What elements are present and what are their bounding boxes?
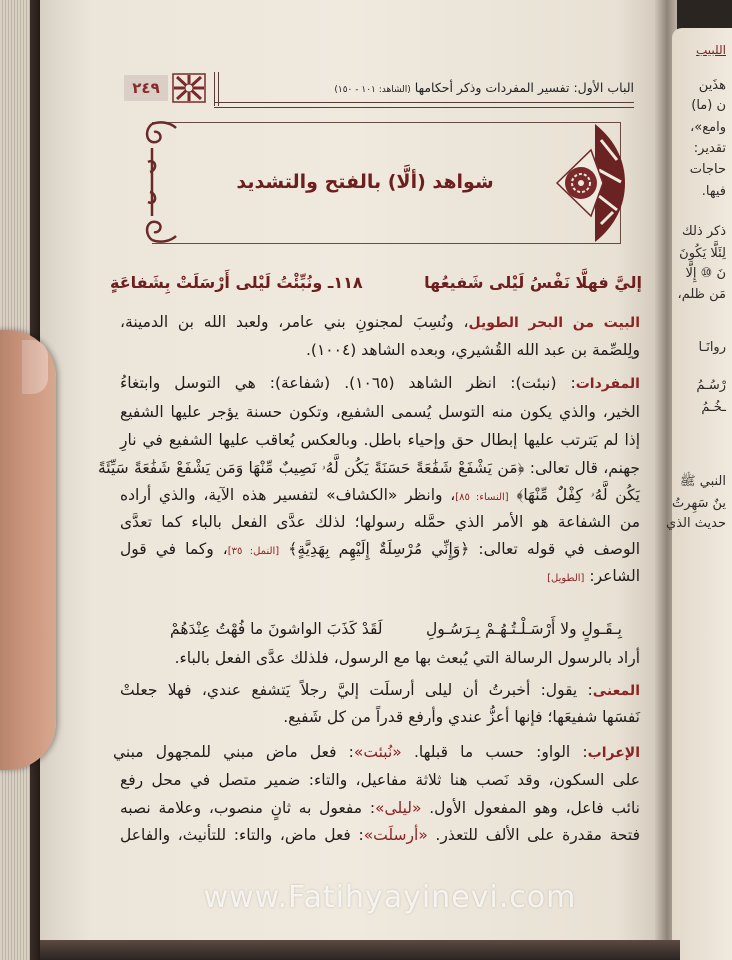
verse-118 bbox=[110, 272, 642, 294]
text-segment: ، وكما في قول bbox=[120, 540, 228, 558]
right-page bbox=[666, 28, 732, 960]
right-page-fragment: ذكر ذلك bbox=[682, 224, 726, 239]
right-page-fragment: وامع»، bbox=[690, 120, 726, 135]
running-header bbox=[222, 80, 634, 98]
right-page-fragment: نَ ⑩ إِلَّا bbox=[685, 266, 726, 281]
citation: [الطويل] bbox=[547, 573, 585, 584]
right-page-fragment: تقدير: bbox=[693, 141, 726, 156]
page-bottom-edge bbox=[40, 940, 680, 960]
verse-second-hemistich: بِـقَـولٍ ولا أَرْسَـلْـتُـهُـمْ بِـرَسُـولِ bbox=[425, 620, 622, 638]
text-line bbox=[120, 312, 640, 332]
quoted-verse bbox=[110, 618, 642, 640]
text-segment: أراد بالرسول الرسالة التي يُبعث بها مع الرسول، فلذلك عدَّى الفعل بالباء. bbox=[174, 649, 640, 667]
right-page-fragment: ن (ما) bbox=[691, 98, 726, 113]
parsed-word: «ليلى» bbox=[375, 799, 422, 817]
text-segment: يَكُن لَّهُۥ كِفْلٌ مِّنْهَا﴾ bbox=[508, 486, 640, 504]
right-page-fragment: هذَين bbox=[698, 78, 726, 93]
text-segment: من الشفاعة هو الأمر الذي حمَّله رسولها؛ لذلك عدَّى الفعل بالباء كما تعدَّى bbox=[120, 513, 640, 531]
text-line bbox=[98, 458, 640, 478]
text-segment: ، ونُسِبَ لمجنونِ بني عامر، ولعبد الله بن الدمينة، bbox=[120, 313, 469, 331]
right-page-fragment: النبي ﷺ bbox=[679, 474, 726, 489]
section-label: البيت من البحر الطويل bbox=[468, 315, 640, 331]
text-line bbox=[120, 770, 640, 790]
text-line bbox=[120, 373, 640, 393]
text-line bbox=[120, 402, 640, 422]
text-segment: الوصف في قوله تعالى: ﴿وَإِنِّي مُرْسِلَةٌ إِلَيْهِم بِهَدِيَّةٍ﴾ bbox=[279, 540, 640, 558]
text-line bbox=[120, 680, 640, 700]
text-segment: ، وانظر «الكشاف» لتفسير هذه الآية، والذي أراده bbox=[120, 486, 456, 504]
verse-first-hemistich: لَقَدْ كَذَبَ الواشونَ ما فُهْتُ عِنْدَهُمْ bbox=[170, 620, 383, 638]
text-line bbox=[120, 512, 640, 532]
text-segment: : (نبئت): انظر الشاهد (١٠٦٥). (شفاعة): هي التوسل وابتغاءُ bbox=[120, 374, 576, 392]
right-page-fragment: حديث الذي bbox=[666, 516, 726, 531]
text-segment: الشاعر: bbox=[584, 567, 640, 585]
text-line bbox=[120, 485, 640, 505]
right-page-fragment: لِئَلَّا يَكُونَ bbox=[679, 246, 726, 261]
text-segment: : الواو: حسب ما قبلها. bbox=[401, 743, 588, 761]
verse-first-hemistich: ١١٨ـ ونُبِّئْتُ لَيْلى أَرْسَلَتْ بِشَفاعَةٍ bbox=[110, 273, 363, 292]
text-line bbox=[120, 707, 640, 727]
text-line bbox=[120, 825, 640, 845]
text-line bbox=[120, 430, 640, 450]
text-segment: نائب فاعل، وهو المفعول الأول. bbox=[421, 799, 640, 817]
right-page-fragment: رْسُـمُ bbox=[696, 378, 726, 393]
text-segment: : مفعول به ثانٍ منصوب، وعلامة نصبه bbox=[120, 799, 376, 817]
header-ornament-icon bbox=[172, 73, 206, 103]
text-line bbox=[113, 742, 640, 762]
right-page-fragment: فيها. bbox=[701, 184, 726, 199]
section-label: المفردات bbox=[575, 376, 640, 392]
citation: [النساء: ٨٥] bbox=[455, 492, 509, 503]
parsed-word: «نُبئت» bbox=[353, 743, 402, 761]
text-segment: نَفسَها شفيعَها؛ فإنها أعزُّ عندي وأرفع قدراً من كل شَفيع. bbox=[283, 708, 640, 726]
page-number: ٢٤٩ bbox=[124, 75, 168, 101]
right-page-fragment: حاجات bbox=[689, 162, 726, 177]
text-line bbox=[120, 798, 640, 818]
text-segment: ولِلصِّمة بن عبد الله القُشيري، وبعده الشاهد (١٠٠٤). bbox=[305, 341, 640, 359]
text-segment: على السكون، وقد نَصب هنا ثلاثة مفاعيل، والتاء: ضمير متصل في محل رفع bbox=[120, 771, 640, 789]
text-line bbox=[120, 566, 640, 586]
text-segment: فتحة مقدرة على الألف للتعذر. bbox=[427, 826, 640, 844]
text-segment: جهنم، قال تعالى: ﴿مَن يَشْفَعْ شَفَٰعَةً حَسَنَةً يَكُن لَّهُۥ نَصِيبٌ مِّنْهَا وَمَن يَشْفَعْ شَفَٰعَةً سَيِّئَةً bbox=[98, 459, 640, 477]
medallion-ornament-icon bbox=[555, 120, 627, 246]
flourish-ornament-icon bbox=[142, 118, 182, 246]
watermark: www.Fatihyayinevi.com bbox=[203, 880, 577, 915]
text-segment: : فعل ماض، والتاء: للتأنيث، والفاعل bbox=[120, 826, 364, 844]
text-segment: : يقول: أخبرتُ أن ليلى أرسلَت إليَّ رجلاً يَتشفع عندي، فهلا جعلتْ bbox=[120, 681, 593, 699]
text-line bbox=[120, 539, 640, 559]
section-label: الإعراب bbox=[587, 745, 641, 761]
right-page-fragment: ينٌ سَهِرتُ bbox=[672, 496, 726, 511]
text-segment: : فعل ماض مبني للمجهول مبني bbox=[113, 743, 354, 761]
citation: [النمل: ٣٥] bbox=[227, 546, 280, 557]
verse-second-hemistich: إليَّ فهلَّا نَفْسُ لَيْلى شَفيعُها bbox=[424, 273, 642, 292]
text-line bbox=[120, 648, 640, 668]
chapter-title: الباب الأول: تفسير المفردات وذكر أحكامها bbox=[414, 80, 634, 95]
parsed-word: «أرسلَت» bbox=[363, 826, 428, 844]
header-rule bbox=[214, 102, 634, 108]
thumb bbox=[0, 330, 56, 770]
right-page-fragment: مَن ظلم، bbox=[677, 287, 726, 302]
section-label: المعنى bbox=[592, 683, 640, 699]
header-divider bbox=[214, 72, 219, 106]
text-line bbox=[120, 340, 640, 360]
shahid-range: (الشاهد: ١٠١ - ١٥٠) bbox=[334, 85, 411, 95]
right-page-fragment: ـخُـمُ bbox=[701, 400, 726, 415]
section-title: شواهد (ألَّا) بالفتح والتشديد bbox=[236, 171, 494, 193]
right-page-header: اللبيب bbox=[696, 43, 726, 57]
right-page-fragment: روانَـا bbox=[698, 340, 726, 355]
text-segment: إذا لم يَترتب عليها إبطال حق وإحياء باطل. وبالعكس يُعاقب عليها الشفيع في نارِ bbox=[120, 431, 640, 449]
thumbnail bbox=[22, 340, 48, 394]
text-segment: الخير، والذي يكون منه التوسل يُسمى الشفيع، وتكون حسنة يؤجر عليها الشفيع bbox=[120, 403, 640, 421]
